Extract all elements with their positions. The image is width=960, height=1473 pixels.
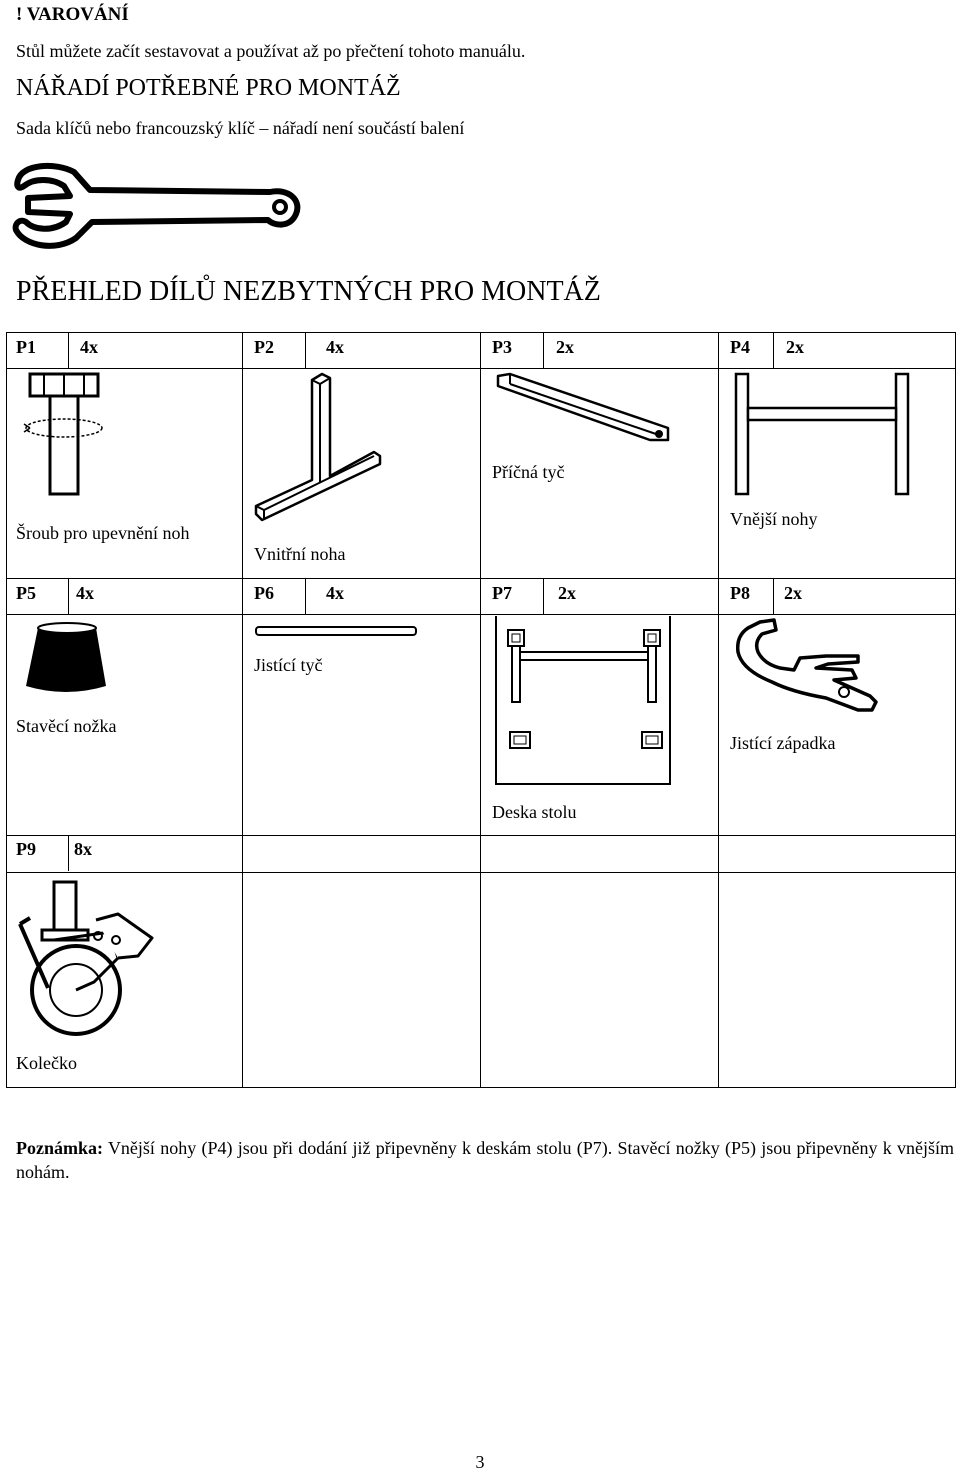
locking-rod-icon	[254, 624, 420, 638]
note	[16, 1136, 954, 1184]
page-number: 3	[475, 1452, 485, 1472]
part-qty-p2: 4x	[326, 337, 344, 357]
caster-wheel-icon	[14, 878, 164, 1038]
warning-title: ! VAROVÁNÍ	[16, 4, 129, 25]
part-qty-p5: 4x	[76, 583, 94, 603]
part-name-p2: Vnitřní noha	[254, 544, 346, 564]
note-text: Vnější nohy (P4) jsou při dodání již připevněny k deskám stolu (P7). Stavěcí nožky (P5) jsou připevněny k vnějším nohám.	[16, 1138, 954, 1182]
part-qty-p4: 2x	[786, 337, 804, 357]
crossbar-icon	[490, 372, 675, 444]
part-name-p5: Stavěcí nožka	[16, 716, 117, 736]
part-qty-p6: 4x	[326, 583, 344, 603]
outer-legs-icon	[732, 372, 912, 497]
part-id-p8: P8	[730, 583, 750, 603]
part-id-p4: P4	[730, 337, 750, 357]
warning-text: Stůl můžete začít sestavovat a používat až po přečtení tohoto manuálu.	[16, 41, 526, 61]
part-id-p3: P3	[492, 337, 512, 357]
part-qty-p7: 2x	[558, 583, 576, 603]
screw-icon	[20, 372, 110, 497]
note-label: Poznámka:	[16, 1138, 103, 1158]
tools-text: Sada klíčů nebo francouzský klíč – nářadí není součástí balení	[16, 118, 465, 138]
tools-heading: NÁŘADÍ POTŘEBNÉ PRO MONTÁŽ	[16, 75, 401, 101]
leveling-foot-icon	[22, 618, 112, 696]
part-name-p1: Šroub pro upevnění noh	[16, 523, 190, 543]
inner-leg-icon	[250, 372, 385, 522]
part-id-p7: P7	[492, 583, 512, 603]
part-id-p9: P9	[16, 839, 36, 859]
part-qty-p9: 8x	[74, 839, 92, 859]
part-name-p3: Příčná tyč	[492, 462, 565, 482]
locking-latch-icon	[732, 618, 882, 714]
part-qty-p1: 4x	[80, 337, 98, 357]
part-name-p6: Jistící tyč	[254, 655, 323, 675]
part-name-p8: Jistící západka	[730, 733, 836, 753]
table-top-icon	[494, 616, 672, 786]
part-id-p2: P2	[254, 337, 274, 357]
part-qty-p3: 2x	[556, 337, 574, 357]
part-id-p1: P1	[16, 337, 36, 357]
part-qty-p8: 2x	[784, 583, 802, 603]
part-id-p6: P6	[254, 583, 274, 603]
part-name-p4: Vnější nohy	[730, 509, 818, 529]
parts-heading: PŘEHLED DÍLŮ NEZBYTNÝCH PRO MONTÁŽ	[16, 276, 601, 307]
part-name-p7: Deska stolu	[492, 802, 577, 822]
part-id-p5: P5	[16, 583, 36, 603]
wrench-icon	[12, 160, 302, 250]
part-name-p9: Kolečko	[16, 1053, 77, 1073]
